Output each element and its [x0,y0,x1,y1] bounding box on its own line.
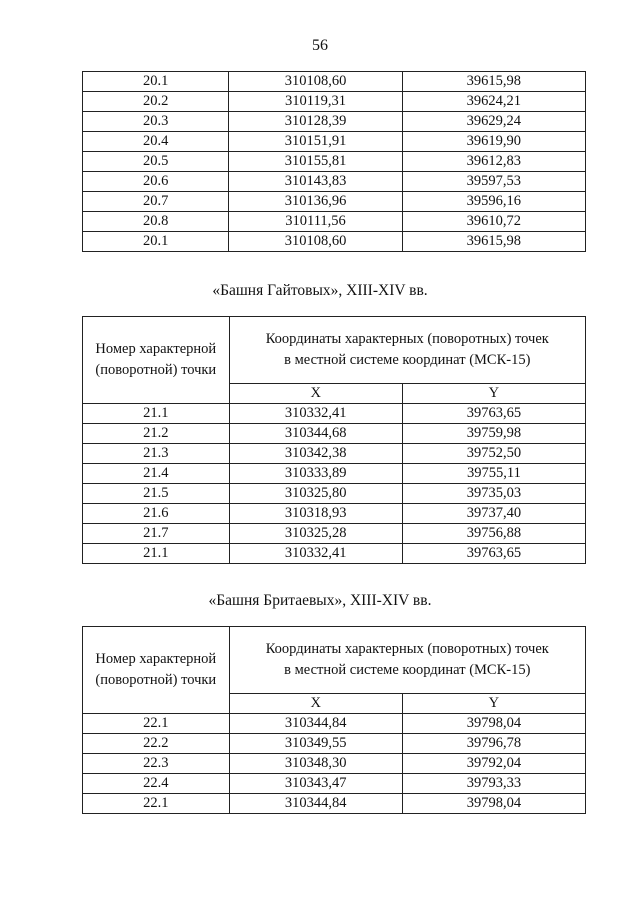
point-number-cell: 20.7 [83,192,229,212]
y-coordinate-cell: 39755,11 [402,464,585,484]
table-row [83,464,586,484]
table-row [83,444,586,464]
y-coordinate-cell: 39615,98 [402,232,585,252]
header-point-number: Номер характерной (поворотной) точки [83,317,230,404]
x-coordinate-cell: 310128,39 [229,112,402,132]
table-row [83,714,586,734]
x-coordinate-cell: 310344,84 [229,794,402,814]
point-number-cell: 22.3 [83,754,230,774]
x-coordinate-cell: 310332,41 [229,544,402,564]
point-number-cell: 22.2 [83,734,230,754]
table-row [83,504,586,524]
point-number-cell: 22.1 [83,794,230,814]
y-coordinate-cell: 39792,04 [402,754,585,774]
table-row [83,754,586,774]
table-row [83,524,586,544]
x-coordinate-cell: 310151,91 [229,132,402,152]
x-coordinate-cell: 310136,96 [229,192,402,212]
y-coordinate-cell: 39612,83 [402,152,585,172]
table-row [83,794,586,814]
x-coordinate-cell: 310333,89 [229,464,402,484]
x-coordinate-cell: 310143,83 [229,172,402,192]
table-row [83,192,586,212]
point-number-cell: 20.2 [83,92,229,112]
table-row [83,132,586,152]
table-row [83,232,586,252]
point-number-cell: 20.1 [83,232,229,252]
y-coordinate-cell: 39793,33 [402,774,585,794]
point-number-cell: 21.4 [83,464,230,484]
x-coordinate-cell: 310332,41 [229,404,402,424]
y-coordinate-cell: 39615,98 [402,72,585,92]
point-number-cell: 22.4 [83,774,230,794]
x-coordinate-cell: 310108,60 [229,232,402,252]
table-header-row [83,317,586,384]
header-y: Y [402,384,585,404]
point-number-cell: 21.6 [83,504,230,524]
section-caption-gaytovykh: «Башня Гайтовых», XIII-XIV вв. [212,282,428,299]
x-coordinate-cell: 310343,47 [229,774,402,794]
y-coordinate-cell: 39756,88 [402,524,585,544]
x-coordinate-cell: 310108,60 [229,72,402,92]
point-number-cell: 22.1 [83,714,230,734]
y-coordinate-cell: 39763,65 [402,544,585,564]
point-number-cell: 21.5 [83,484,230,504]
x-coordinate-cell: 310348,30 [229,754,402,774]
x-coordinate-cell: 310155,81 [229,152,402,172]
coordinates-table-22 [82,626,586,814]
y-coordinate-cell: 39596,16 [402,192,585,212]
point-number-cell: 20.5 [83,152,229,172]
table-row [83,544,586,564]
table-row [83,112,586,132]
header-x: X [229,384,402,404]
y-coordinate-cell: 39798,04 [402,794,585,814]
point-number-cell: 21.3 [83,444,230,464]
x-coordinate-cell: 310318,93 [229,504,402,524]
point-number-cell: 20.3 [83,112,229,132]
header-coordinates: Координаты характерных (поворотных) точек в местной системе координат (МСК-15) [229,317,585,384]
y-coordinate-cell: 39624,21 [402,92,585,112]
table-row [83,424,586,444]
header-x: X [229,694,402,714]
x-coordinate-cell: 310342,38 [229,444,402,464]
point-number-cell: 21.2 [83,424,230,444]
y-coordinate-cell: 39629,24 [402,112,585,132]
x-coordinate-cell: 310325,80 [229,484,402,504]
table-row [83,72,586,92]
y-coordinate-cell: 39759,98 [402,424,585,444]
point-number-cell: 20.4 [83,132,229,152]
point-number-cell: 21.1 [83,544,230,564]
header-coordinates: Координаты характерных (поворотных) точек в местной системе координат (МСК-15) [229,627,585,694]
point-number-cell: 20.8 [83,212,229,232]
x-coordinate-cell: 310325,28 [229,524,402,544]
table-row [83,212,586,232]
point-number-cell: 21.1 [83,404,230,424]
x-coordinate-cell: 310119,31 [229,92,402,112]
y-coordinate-cell: 39619,90 [402,132,585,152]
page-number: 56 [312,37,328,54]
y-coordinate-cell: 39597,53 [402,172,585,192]
point-number-cell: 20.1 [83,72,229,92]
table-row [83,172,586,192]
x-coordinate-cell: 310344,84 [229,714,402,734]
x-coordinate-cell: 310111,56 [229,212,402,232]
point-number-cell: 20.6 [83,172,229,192]
x-coordinate-cell: 310349,55 [229,734,402,754]
point-number-cell: 21.7 [83,524,230,544]
y-coordinate-cell: 39735,03 [402,484,585,504]
table-row [83,152,586,172]
y-coordinate-cell: 39610,72 [402,212,585,232]
coordinates-table-21 [82,316,586,564]
y-coordinate-cell: 39798,04 [402,714,585,734]
header-y: Y [402,694,585,714]
y-coordinate-cell: 39737,40 [402,504,585,524]
table-header-row [83,627,586,694]
y-coordinate-cell: 39752,50 [402,444,585,464]
table-row [83,404,586,424]
coordinates-table-20 [82,71,586,252]
x-coordinate-cell: 310344,68 [229,424,402,444]
y-coordinate-cell: 39796,78 [402,734,585,754]
table-row [83,484,586,504]
table-row [83,774,586,794]
section-caption-britaevykh: «Башня Бритаевых», XIII-XIV вв. [208,592,432,609]
table-row [83,734,586,754]
y-coordinate-cell: 39763,65 [402,404,585,424]
header-point-number: Номер характерной (поворотной) точки [83,627,230,714]
table-row [83,92,586,112]
